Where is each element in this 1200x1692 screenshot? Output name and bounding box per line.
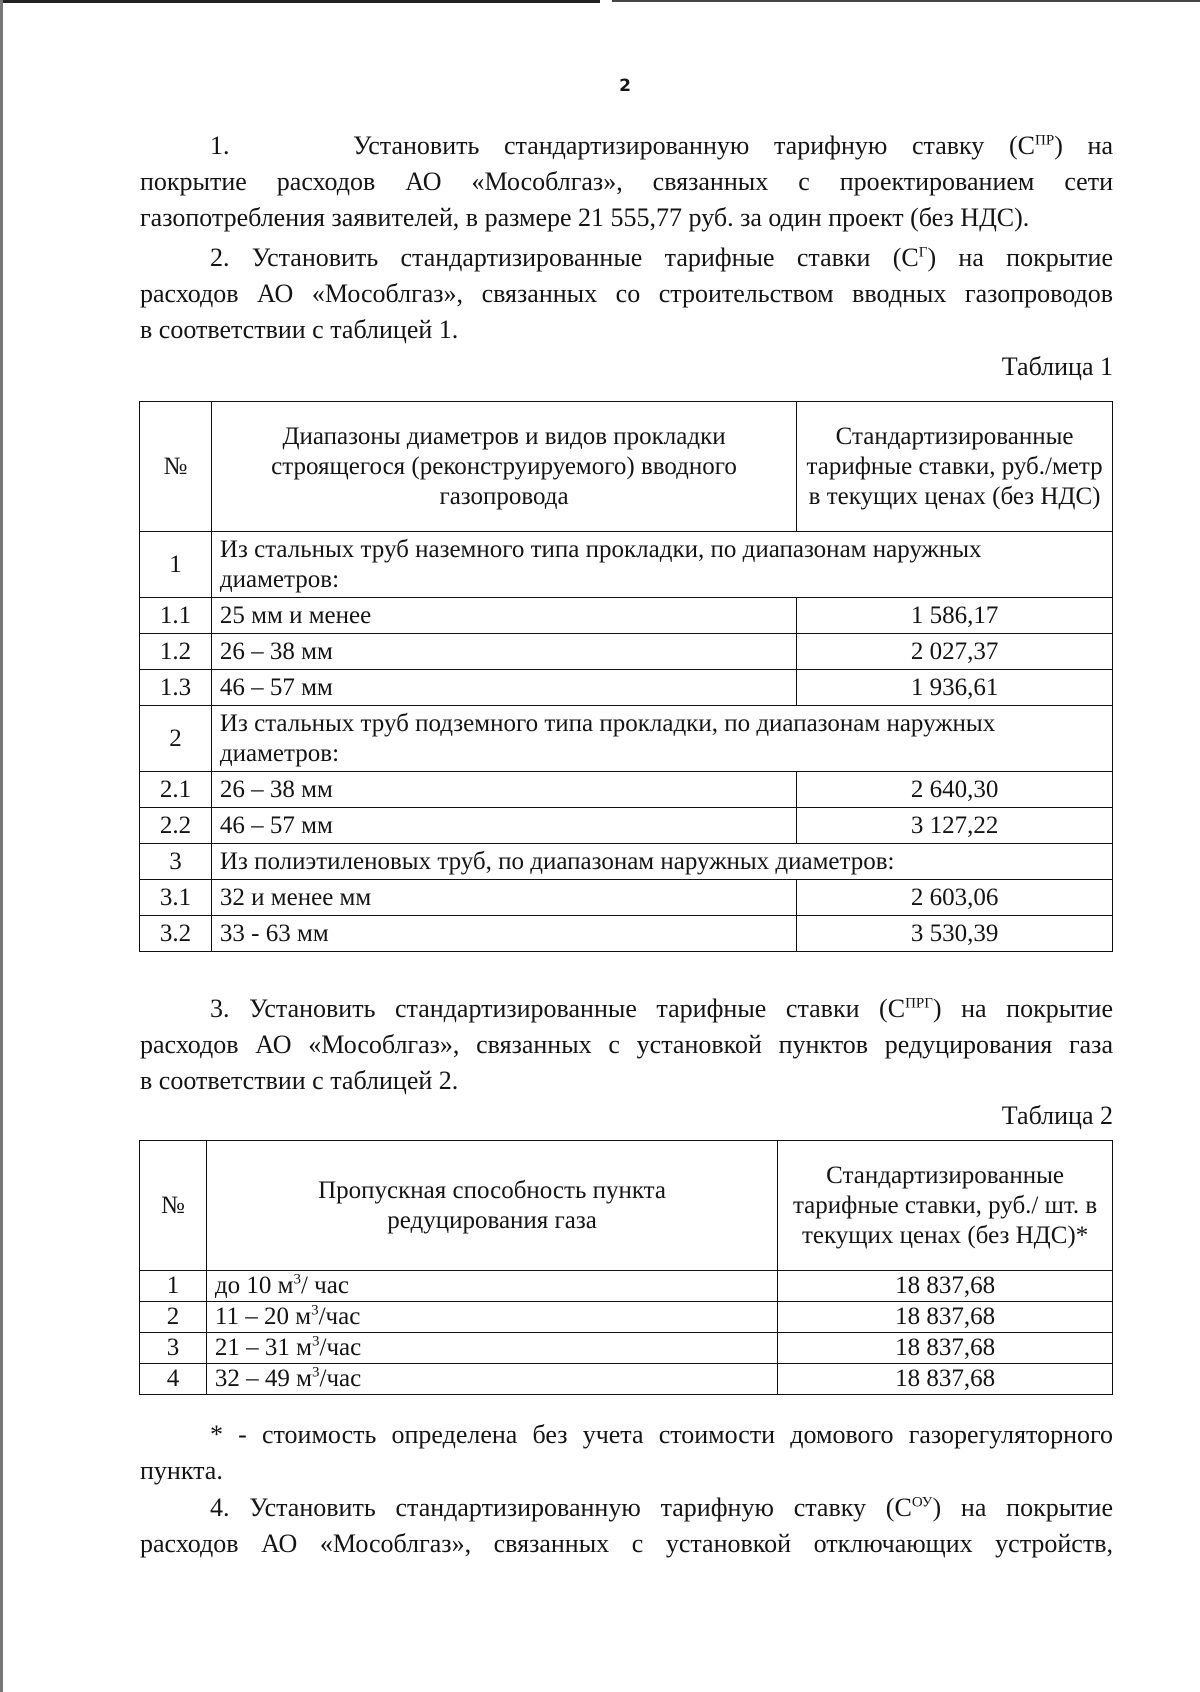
table-1-header-desc: Диапазоны диаметров и видов прокладки строящегося (реконструируемого) вводного газопровода: [211, 402, 796, 532]
table-1-row: [140, 808, 1113, 844]
scan-border-top: [0, 0, 1200, 4]
table-1-row: [140, 598, 1113, 634]
table-2-header-num: №: [140, 1141, 207, 1271]
paragraph-1: [140, 128, 1113, 236]
table-1-row-num: 2.1: [140, 772, 212, 808]
table-2-header-desc: Пропускная способность пункта редуцирования газа: [206, 1141, 777, 1271]
table-2-row-num: 3: [140, 1333, 207, 1364]
table-2-row: [140, 1333, 1113, 1364]
table-1-row-value: 3 530,39: [797, 916, 1113, 952]
table-2-row: [140, 1302, 1113, 1333]
table-1-row-value: 2 027,37: [797, 634, 1113, 670]
table-1-row: [140, 916, 1113, 952]
table-2-row-value: 18 837,68: [778, 1364, 1113, 1395]
table-2: [139, 1140, 1113, 1395]
table-1-row: [140, 634, 1113, 670]
table-1-row-num: 1.2: [140, 634, 212, 670]
footnote-line-1: * - стоимость определена без учета стоимости домового газорегуляторного: [210, 1420, 1113, 1449]
paragraph-3: [140, 991, 1113, 1099]
paragraph-1-line-1: 1. Установить стандартизированную тарифную ставку $(С^{ПР})$ на: [210, 131, 1113, 160]
table-1-row-num: 3: [140, 844, 212, 880]
table-1-row-text: 33 - 63 мм: [211, 916, 796, 952]
table-2-row-value: 18 837,68: [778, 1333, 1113, 1364]
table-2-row-text: 11 – 20 $м^3$/час: [206, 1302, 777, 1333]
table-1-row-text: 26 – 38 мм: [211, 634, 796, 670]
table-1-row-num: 3.1: [140, 880, 212, 916]
table-1-row-num: 1.1: [140, 598, 212, 634]
table-1-row-num: 1.3: [140, 670, 212, 706]
table-1-row: [140, 670, 1113, 706]
table-1-row-num: 3.2: [140, 916, 212, 952]
table-1-row-text: 32 и менее мм: [211, 880, 796, 916]
table-2-row-text: 21 – 31 $м^3$/час: [206, 1333, 777, 1364]
table-2-header-row: [140, 1141, 1113, 1271]
table-1-row: [140, 772, 1113, 808]
table-1-row: [140, 532, 1113, 598]
table-1-header-row: [140, 402, 1113, 532]
table-1-row-value: 1 586,17: [797, 598, 1113, 634]
paragraph-3-line-3: в соответствии с таблицей 2.: [140, 1066, 459, 1095]
table-1-row-value: 2 603,06: [797, 880, 1113, 916]
paragraph-3-line-2: расходов АО «Мособлгаз», связанных с установкой пунктов редуцирования газа: [140, 1030, 1113, 1059]
paragraph-2-line-1: 2. Установить стандартизированные тарифные ставки $(С^Г)$ на покрытие: [210, 243, 1113, 272]
table-1-row: [140, 880, 1113, 916]
table-2-row-value: 18 837,68: [778, 1271, 1113, 1302]
table-1-row-value: 2 640,30: [797, 772, 1113, 808]
table-2-row-text: до 10 $м^3/$ час: [206, 1271, 777, 1302]
table-1-row-group: Из полиэтиленовых труб, по диапазонам наружных диаметров:: [211, 844, 1112, 880]
table-1-row-num: 2.2: [140, 808, 212, 844]
table-2-row: [140, 1271, 1113, 1302]
table-2-row-num: 4: [140, 1364, 207, 1395]
table-2-row: [140, 1364, 1113, 1395]
table-1-row: [140, 706, 1113, 772]
table-1-row-num: 1: [140, 532, 212, 598]
scan-border-left: [0, 0, 3, 1692]
table-1-row-text: 25 мм и менее: [211, 598, 796, 634]
table-2-row-num: 2: [140, 1302, 207, 1333]
paragraph-4-line-2: расходов АО «Мособлгаз», связанных с установкой отключающих устройств,: [140, 1529, 1113, 1558]
page-number: 2: [619, 76, 631, 96]
paragraph-2-line-3: в соответствии с таблицей 1.: [140, 315, 459, 344]
table-1-header-rate: Стандартизированные тарифные ставки, руб./метр в текущих ценах (без НДС): [797, 402, 1113, 532]
table-1-row-group: Из стальных труб наземного типа прокладки, по диапазонам наружных диаметров:: [211, 532, 1112, 598]
table-1-row-value: 1 936,61: [797, 670, 1113, 706]
table-2-row-value: 18 837,68: [778, 1302, 1113, 1333]
table-2-row-text: 32 – 49 $м^3$/час: [206, 1364, 777, 1395]
table-1-row-text: 46 – 57 мм: [211, 670, 796, 706]
table-1-caption: Таблица 1: [1001, 352, 1113, 381]
table-2-header-rate: Стандартизированные тарифные ставки, руб./ шт. в текущих ценах (без НДС)*: [778, 1141, 1113, 1271]
table-1-row-text: 46 – 57 мм: [211, 808, 796, 844]
table-1-row-value: 3 127,22: [797, 808, 1113, 844]
paragraph-4-line-1: 4. Установить стандартизированную тарифную ставку $(С^{ОУ})$ на покрытие: [210, 1493, 1113, 1522]
footnote: [140, 1417, 1113, 1489]
paragraph-2: [140, 240, 1113, 348]
table-1-row-num: 2: [140, 706, 212, 772]
paragraph-4: [140, 1490, 1113, 1562]
footnote-line-2: пункта.: [140, 1456, 223, 1485]
table-1-header-num: №: [140, 402, 212, 532]
paragraph-3-line-1: 3. Установить стандартизированные тарифные ставки $(С^{ПРГ})$ на покрытие: [210, 994, 1113, 1023]
paragraph-1-line-2: покрытие расходов АО «Мособлгаз», связанных с проектированием сети: [140, 167, 1113, 196]
table-1-row-group: Из стальных труб подземного типа прокладки, по диапазонам наружных диаметров:: [211, 706, 1112, 772]
table-2-row-num: 1: [140, 1271, 207, 1302]
table-1-row: [140, 844, 1113, 880]
table-1-row-text: 26 – 38 мм: [211, 772, 796, 808]
table-1: [139, 401, 1113, 952]
table-2-caption: Таблица 2: [1001, 1101, 1113, 1130]
paragraph-2-line-2: расходов АО «Мособлгаз», связанных со строительством вводных газопроводов: [140, 279, 1113, 308]
paragraph-1-line-3: газопотребления заявителей, в размере 21 555,77 руб. за один проект (без НДС).: [140, 203, 1030, 232]
